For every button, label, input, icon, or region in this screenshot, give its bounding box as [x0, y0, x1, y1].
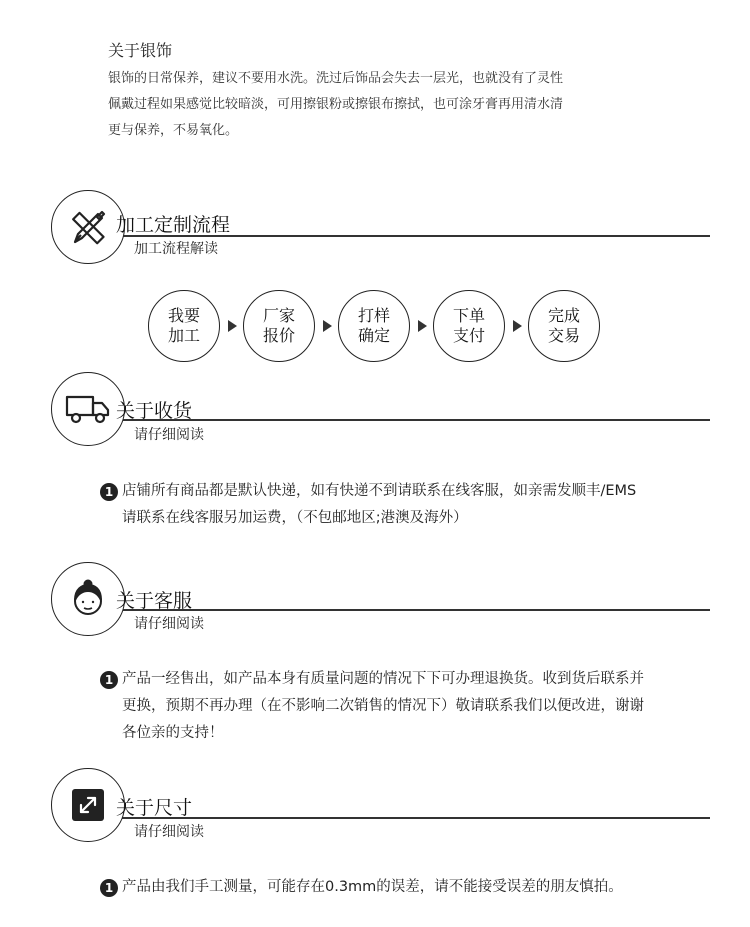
- pencil-ruler-icon: [68, 207, 108, 247]
- service-line: 更换，预期不再办理（在不影响二次销售的情况下）敬请联系我们以便改进，谢谢: [122, 698, 644, 714]
- step-arrow-icon: [323, 320, 332, 332]
- step-label: 厂家: [262, 306, 295, 325]
- receiving-bullet-icon: 1: [100, 483, 118, 501]
- size-note: [122, 874, 722, 901]
- size-icon-circle: [51, 768, 125, 842]
- step-complete-deal: [528, 290, 600, 362]
- step-label: 下单: [452, 306, 485, 325]
- step-label: 我要: [167, 306, 200, 325]
- step-label: 支付: [452, 326, 485, 345]
- step-arrow-icon: [228, 320, 237, 332]
- step-arrow-icon: [513, 320, 522, 332]
- size-bullet-icon: 1: [100, 879, 118, 897]
- process-subtitle: 加工流程解读: [134, 241, 218, 257]
- service-line: 各位亲的支持！: [122, 725, 224, 741]
- receiving-divider: [112, 419, 710, 421]
- service-note: [122, 666, 722, 747]
- service-bullet-icon: 1: [100, 671, 118, 689]
- step-apply-processing: [148, 290, 220, 362]
- step-factory-quote: [243, 290, 315, 362]
- step-label: 完成: [547, 306, 580, 325]
- step-label: 报价: [262, 326, 295, 345]
- silver-line: 银饰的日常保养，建议不要用水洗。洗过后饰品会失去一层光，也就没有了灵性: [108, 71, 564, 86]
- receiving-title: 关于收货: [116, 400, 193, 422]
- step-label: 加工: [167, 326, 200, 345]
- silver-line: 更与保养，不易氧化。: [108, 123, 239, 138]
- receiving-subtitle: 请仔细阅读: [134, 427, 204, 443]
- step-label: 确定: [357, 326, 390, 345]
- service-divider: [112, 609, 710, 611]
- receiving-icon-circle: [51, 372, 125, 446]
- size-title: 关于尺寸: [116, 797, 193, 819]
- delivery-truck-icon: [65, 394, 111, 424]
- step-order-pay: [433, 290, 505, 362]
- size-divider: [112, 817, 710, 819]
- step-label: 交易: [547, 326, 580, 345]
- service-subtitle: 请仔细阅读: [134, 616, 204, 632]
- receiving-line: 店铺所有商品都是默认快递，如有快递不到请联系在线客服，如亲需发顺丰/EMS: [122, 483, 637, 499]
- expand-arrows-icon: [72, 789, 104, 821]
- step-label: 打样: [357, 306, 390, 325]
- receiving-line: 请联系在线客服另加运费，（不包邮地区;港澳及海外）: [122, 510, 468, 526]
- silver-title: 关于银饰: [108, 41, 173, 60]
- customer-service-icon: [68, 579, 108, 619]
- process-icon-circle: [51, 190, 125, 264]
- step-arrow-icon: [418, 320, 427, 332]
- silver-paragraph: [108, 66, 648, 144]
- step-sample-confirm: [338, 290, 410, 362]
- service-icon-circle: [51, 562, 125, 636]
- service-title: 关于客服: [116, 590, 193, 612]
- silver-line: 佩戴过程如果感觉比较暗淡，可用擦银粉或擦银布擦拭，也可涂牙膏再用清水清: [108, 97, 564, 112]
- size-line: 产品由我们手工测量，可能存在0.3mm的误差，请不能接受误差的朋友慎拍。: [122, 879, 623, 895]
- size-subtitle: 请仔细阅读: [134, 824, 204, 840]
- process-title: 加工定制流程: [116, 214, 231, 236]
- receiving-note: [122, 478, 722, 532]
- service-line: 产品一经售出，如产品本身有质量问题的情况下下可办理退换货。收到货后联系并: [122, 671, 644, 687]
